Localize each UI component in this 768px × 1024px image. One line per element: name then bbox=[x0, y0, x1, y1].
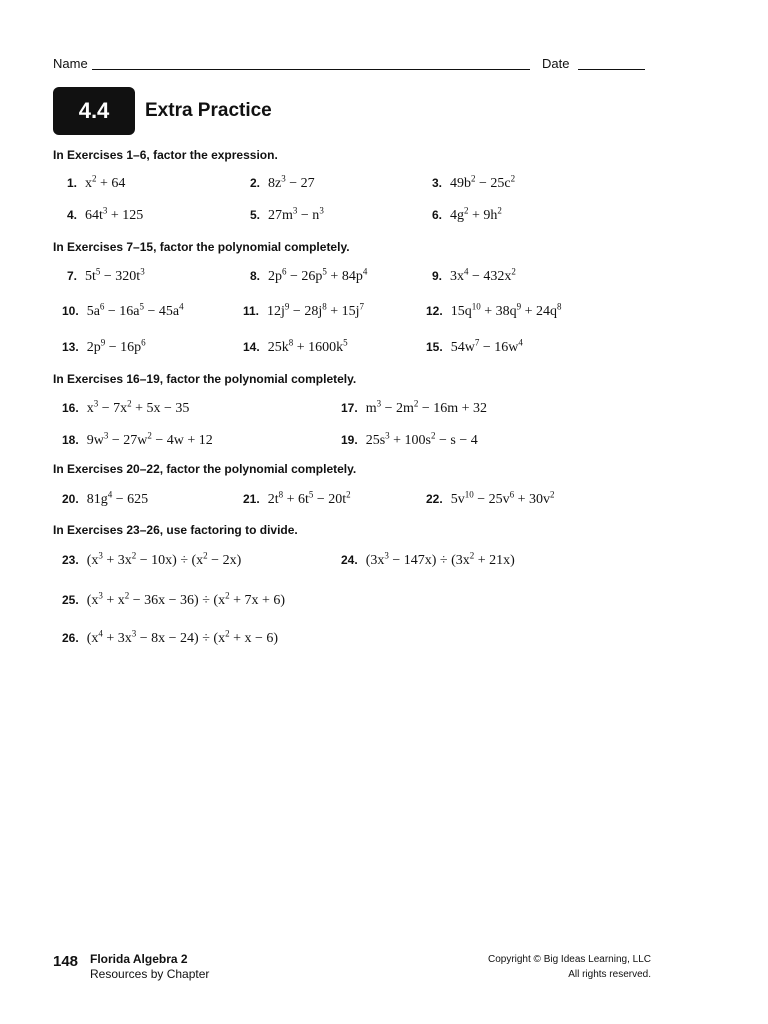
exercise-number: 19. bbox=[341, 432, 358, 447]
exercise-expression: $5a^6 - 16a^5 - 45a^4$ bbox=[86, 301, 184, 319]
exercise-expression: $x^3 - 7x^2 + 5x - 35$ bbox=[86, 398, 190, 416]
exercise-expression: $(x^3 + x^2 - 36x - 36) \div (x^2 + 7x + 6)$ bbox=[86, 590, 286, 608]
exercise-6 bbox=[432, 205, 502, 224]
exercise-9 bbox=[432, 266, 516, 285]
instruction-3: In Exercises 16–19, factor the polynomial completely. bbox=[53, 372, 357, 386]
exercise-number: 8. bbox=[250, 268, 261, 283]
book-title: Florida Algebra 2 bbox=[90, 952, 188, 966]
exercise-number: 25. bbox=[62, 592, 79, 607]
exercise-expression: $(x^3 + 3x^2 - 10x) \div (x^2 - 2x)$ bbox=[86, 550, 242, 568]
exercise-expression: $12j^9 - 28j^8 + 15j^7$ bbox=[267, 301, 365, 319]
instruction-5: In Exercises 23–26, use factoring to divide. bbox=[53, 523, 298, 537]
exercise-11 bbox=[243, 301, 364, 320]
exercise-number: 13. bbox=[62, 339, 79, 354]
instruction-2: In Exercises 7–15, factor the polynomial completely. bbox=[53, 240, 350, 254]
rights-text: All rights reserved. bbox=[568, 969, 651, 980]
exercise-expression: $2p^9 - 16p^6$ bbox=[86, 337, 146, 355]
exercise-number: 15. bbox=[426, 339, 443, 354]
exercise-number: 14. bbox=[243, 339, 260, 354]
exercise-number: 18. bbox=[62, 432, 79, 447]
exercise-number: 11. bbox=[243, 303, 260, 318]
exercise-number: 7. bbox=[67, 268, 78, 283]
exercise-expression: $15q^{10} + 38q^9 + 24q^8$ bbox=[450, 301, 562, 319]
exercise-expression: $64t^3 + 125$ bbox=[85, 205, 144, 223]
exercise-expression: $m^3 - 2m^2 - 16m + 32$ bbox=[365, 398, 488, 416]
exercise-expression: $5t^5 - 320t^3$ bbox=[85, 266, 145, 284]
instruction-4: In Exercises 20–22, factor the polynomial completely. bbox=[53, 462, 357, 476]
exercise-19 bbox=[341, 430, 478, 449]
exercise-10 bbox=[62, 301, 184, 320]
exercise-number: 4. bbox=[67, 207, 78, 222]
exercise-expression: $(3x^3 - 147x) \div (3x^2 + 21x)$ bbox=[365, 550, 515, 568]
exercise-8 bbox=[250, 266, 367, 285]
exercise-expression: $x^2 + 64$ bbox=[85, 173, 126, 191]
exercise-number: 17. bbox=[341, 400, 358, 415]
exercise-expression: $2t^8 + 6t^5 - 20t^2$ bbox=[267, 489, 351, 507]
name-date-row bbox=[53, 56, 653, 74]
exercise-12 bbox=[426, 301, 562, 320]
date-blank-line bbox=[578, 69, 645, 70]
exercise-4 bbox=[67, 205, 143, 224]
exercise-expression: $9w^3 - 27w^2 - 4w + 12$ bbox=[86, 430, 213, 448]
exercise-18 bbox=[62, 430, 213, 449]
exercise-16 bbox=[62, 398, 189, 417]
exercise-expression: $5v^{10} - 25v^6 + 30v^2$ bbox=[450, 489, 555, 507]
exercise-14 bbox=[243, 337, 348, 356]
name-label: Name bbox=[53, 56, 88, 71]
exercise-25 bbox=[62, 590, 285, 609]
exercise-number: 5. bbox=[250, 207, 261, 222]
exercise-number: 16. bbox=[62, 400, 79, 415]
exercise-expression: $27m^3 - n^3$ bbox=[268, 205, 324, 223]
exercise-number: 21. bbox=[243, 491, 260, 506]
exercise-number: 12. bbox=[426, 303, 443, 318]
exercise-number: 26. bbox=[62, 630, 79, 645]
exercise-17 bbox=[341, 398, 487, 417]
exercise-22 bbox=[426, 489, 555, 508]
exercise-number: 24. bbox=[341, 552, 358, 567]
exercise-number: 1. bbox=[67, 175, 78, 190]
exercise-15 bbox=[426, 337, 523, 356]
page-number: 148 bbox=[53, 953, 79, 970]
exercise-expression: $25k^8 + 1600k^5$ bbox=[267, 337, 348, 355]
exercise-7 bbox=[67, 266, 145, 285]
exercise-number: 10. bbox=[62, 303, 79, 318]
instruction-1: In Exercises 1–6, factor the expression. bbox=[53, 148, 278, 162]
exercise-2 bbox=[250, 173, 315, 192]
exercise-expression: $25s^3 + 100s^2 - s - 4$ bbox=[365, 430, 478, 448]
exercise-number: 22. bbox=[426, 491, 443, 506]
date-label: Date bbox=[542, 56, 570, 71]
name-blank-line bbox=[92, 69, 530, 70]
exercise-number: 2. bbox=[250, 175, 261, 190]
exercise-24 bbox=[341, 550, 515, 569]
exercise-expression: $8z^3 - 27$ bbox=[268, 173, 315, 191]
exercise-expression: $2p^6 - 26p^5 + 84p^4$ bbox=[268, 266, 368, 284]
exercise-23 bbox=[62, 550, 241, 569]
exercise-5 bbox=[250, 205, 324, 224]
exercise-number: 3. bbox=[432, 175, 443, 190]
exercise-expression: $81g^4 - 625$ bbox=[86, 489, 149, 507]
exercise-13 bbox=[62, 337, 146, 356]
exercise-number: 6. bbox=[432, 207, 443, 222]
exercise-20 bbox=[62, 489, 148, 508]
exercise-expression: $(x^4 + 3x^3 - 8x - 24) \div (x^2 + x - 6)$ bbox=[86, 628, 279, 646]
exercise-1 bbox=[67, 173, 125, 192]
exercise-number: 23. bbox=[62, 552, 79, 567]
exercise-number: 9. bbox=[432, 268, 443, 283]
exercise-3 bbox=[432, 173, 515, 192]
exercise-26 bbox=[62, 628, 278, 647]
exercise-21 bbox=[243, 489, 351, 508]
book-subtitle: Resources by Chapter bbox=[90, 967, 210, 981]
exercise-expression: $49b^2 - 25c^2$ bbox=[450, 173, 516, 191]
exercise-expression: $54w^7 - 16w^4$ bbox=[450, 337, 523, 355]
exercise-expression: $4g^2 + 9h^2$ bbox=[450, 205, 502, 223]
exercise-number: 20. bbox=[62, 491, 79, 506]
section-title: Extra Practice bbox=[145, 100, 272, 121]
copyright-text: Copyright © Big Ideas Learning, LLC bbox=[487, 954, 651, 965]
section-number-badge: 4.4 bbox=[53, 87, 135, 135]
exercise-expression: $3x^4 - 432x^2$ bbox=[450, 266, 516, 284]
